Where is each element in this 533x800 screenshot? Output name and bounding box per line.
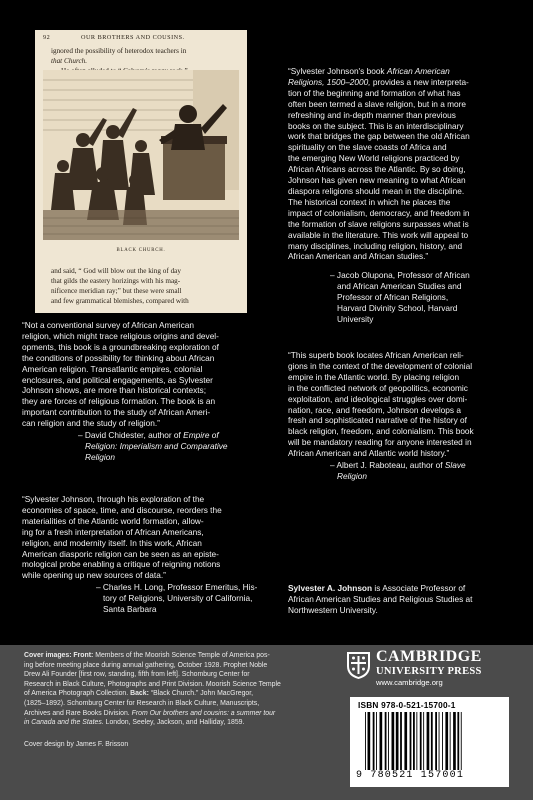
quote-line: economies of space, time, and discourse, reorders the bbox=[22, 504, 222, 515]
quote-text: provides a new interpreta- bbox=[372, 76, 469, 87]
isbn-digits: 9 780521 157001 bbox=[356, 770, 465, 781]
long-quote bbox=[22, 494, 262, 581]
book-page-bottom-text bbox=[51, 266, 239, 306]
quote-line: African American and African studies.” bbox=[288, 251, 429, 262]
book-title: Empire of bbox=[183, 430, 219, 440]
book-page-running-title: OUR BROTHERS AND COUSINS. bbox=[81, 34, 185, 41]
quote-line: spirituality on the slave coasts of Africa and bbox=[288, 142, 447, 153]
attribution-line: – Jacob Olupona, Professor of African bbox=[330, 270, 470, 280]
quote-line: in the conflicted network of geopolitics, economic bbox=[288, 382, 468, 393]
quote-line: tion of the beginning and formation of what has bbox=[288, 87, 461, 98]
quote-line: impact of colonialism, democracy, and freedom in bbox=[288, 207, 470, 218]
credits-source-title: in Canada and the States. bbox=[24, 719, 104, 727]
attribution-line: Professor of African Religions, bbox=[337, 291, 449, 302]
cambridge-shield-icon bbox=[346, 651, 371, 680]
quote-line: enclosures, and political engagements, as Sylvester bbox=[22, 374, 213, 385]
credits-text: “Black Church.” John MacGregor, bbox=[150, 690, 254, 698]
publisher-name: CAMBRIDGE bbox=[376, 648, 482, 665]
quote-line: Johnson has given new meaning to what African bbox=[288, 175, 466, 186]
book-page-line: and said, “ God will blow out the king of day bbox=[51, 267, 181, 275]
quote-line: opments, this book is a groundbreaking exploration of bbox=[22, 341, 219, 352]
quote-line: available in the literature. This work will appeal to bbox=[288, 229, 469, 240]
attribution-line: University bbox=[337, 313, 374, 324]
book-title: Religion: Imperialism and Comparative bbox=[85, 440, 228, 451]
chidester-attribution bbox=[78, 430, 263, 463]
quote-line: religion, and modernity itself. In this work, African bbox=[22, 537, 202, 548]
attribution-name: – Albert J. Raboteau, author of bbox=[330, 460, 443, 470]
publisher-subname: UNIVERSITY PRESS bbox=[376, 666, 482, 677]
credits-label: Back: bbox=[130, 690, 149, 698]
author-name: Sylvester A. Johnson bbox=[288, 583, 373, 593]
quote-line: American diasporic religion can be seen as an episte- bbox=[22, 548, 219, 559]
olupona-quote bbox=[288, 66, 513, 262]
credits-line: of America Photograph Collection. bbox=[24, 690, 129, 698]
credits-line: (1825–1892). Schomburg Center for Research in Black Culture, Manuscripts, bbox=[24, 699, 260, 707]
quote-line: materialities of the Atlantic world formation, allow- bbox=[22, 515, 204, 526]
quote-line: the formation of slave religions surpasses what is bbox=[288, 218, 469, 229]
attribution-line: and African American Studies and bbox=[337, 280, 462, 291]
quote-line: diaspora religions should mean in the discipline. bbox=[288, 185, 465, 196]
book-page-number: 92 bbox=[43, 34, 51, 41]
quote-line: work that bridges the gap between the old African bbox=[288, 131, 470, 142]
attribution-line: – Charles H. Long, Professor Emeritus, His- bbox=[96, 582, 258, 592]
raboteau-attribution bbox=[330, 460, 520, 482]
attribution-line: tory of Religions, University of California, bbox=[103, 592, 253, 603]
book-title: Religion bbox=[85, 451, 115, 462]
quote-line: “This superb book locates African American reli- bbox=[288, 350, 464, 360]
publisher-logo bbox=[376, 649, 482, 688]
quote-line: American religion. Transatlantic empires, colonial bbox=[22, 363, 203, 374]
bio-line: Northwestern University. bbox=[288, 604, 378, 615]
chidester-quote bbox=[22, 320, 262, 429]
credits-line: Research in Black Culture, Photographs and Print Division. Moorish Science Temple bbox=[24, 680, 281, 688]
quote-line: “Sylvester Johnson, through his exploration of the bbox=[22, 494, 205, 504]
quote-line: mological probe enabling a critique of reigning notions bbox=[22, 559, 221, 570]
credits-source-title: From Our brothers and cousins: a summer tour bbox=[131, 709, 276, 717]
quote-line: The historical context in which he places the bbox=[288, 196, 451, 207]
credits-text: Members of the Moorish Science Temple of America pos- bbox=[95, 652, 270, 659]
quote-line: books on the subject. This is an interdisciplinary bbox=[288, 120, 464, 131]
quote-line: ing for a fresh interpretation of African Americans, bbox=[22, 526, 204, 537]
bio-text: is Associate Professor of bbox=[374, 583, 466, 593]
cover-design-credit: Cover design by James F. Brisson bbox=[24, 741, 129, 748]
quote-line: often been termed a slave religion, but in a more bbox=[288, 98, 467, 109]
quote-line: they are forces of religious formation. The book is an bbox=[22, 396, 216, 407]
credits-line: ing before meeting place during annual gathering, October 1928. Prophet Noble bbox=[24, 661, 268, 669]
book-title: Slave bbox=[444, 460, 466, 470]
quote-line: while opening up new sources of data.” bbox=[22, 570, 166, 581]
quote-line: gions in the context of the development of colonial bbox=[288, 360, 473, 371]
olupona-attribution bbox=[330, 270, 520, 325]
quote-text: “Sylvester Johnson's book bbox=[288, 66, 385, 76]
credits-text: London, Seeley, Jackson, and Halliday, 1859. bbox=[105, 719, 245, 727]
isbn-barcode-box bbox=[350, 697, 509, 787]
quote-line: refreshing and in-depth manner than previous bbox=[288, 109, 456, 120]
quote-line: will be mandatory reading for anyone interested in bbox=[288, 437, 472, 448]
bio-line: African American Studies and Religious Studies at bbox=[288, 593, 473, 604]
book-title: Religion bbox=[337, 470, 367, 481]
publisher-url: www.cambridge.org bbox=[376, 678, 443, 687]
book-page-line: and few grammatical blemishes, compared with bbox=[51, 297, 189, 305]
quote-line: important contribution to the study of African Ameri- bbox=[22, 407, 211, 418]
credits-label: Cover images: Front: bbox=[24, 652, 94, 659]
book-page-line: ignored the possibility of heterodox teachers in bbox=[51, 47, 187, 55]
credits-line: Archives and Rare Books Division. bbox=[24, 709, 130, 717]
quote-line: fresh and sophisticated narrative of the history of bbox=[288, 415, 467, 426]
book-title: African American bbox=[386, 66, 450, 76]
quote-line: exploitation, and ideological struggles over domi- bbox=[288, 393, 468, 404]
book-page-illustration bbox=[35, 30, 247, 313]
quote-line: the emerging New World religions practiced by bbox=[288, 153, 460, 164]
quote-line: the conditions of possibility for thinking about African bbox=[22, 352, 215, 363]
raboteau-quote bbox=[288, 350, 513, 459]
cover-credits bbox=[24, 651, 324, 728]
barcode-icon bbox=[364, 712, 504, 770]
quote-line: “Not a conventional survey of African American bbox=[22, 320, 195, 330]
credits-line: Drew Ali Founder [first row, standing, fifth from left]. Schomburg Center for bbox=[24, 671, 250, 679]
book-page-line: nificence meridian ray;” but these were small bbox=[51, 287, 182, 295]
quote-line: many disciplines, including religion, history, and bbox=[288, 240, 463, 251]
black-church-engraving bbox=[43, 70, 239, 240]
quote-line: black religion, freedom, and colonialism. This book bbox=[288, 426, 474, 437]
long-attribution bbox=[96, 582, 271, 615]
quote-line: African American and Atlantic world history.” bbox=[288, 448, 450, 459]
quote-line: nation, race, and freedom, Johnson develops a bbox=[288, 404, 461, 415]
book-page-caption: BLACK CHURCH. bbox=[116, 248, 166, 253]
book-page-line: that Church. bbox=[51, 57, 88, 65]
author-bio bbox=[288, 583, 518, 616]
attribution-line: Harvard Divinity School, Harvard bbox=[337, 302, 458, 313]
quote-line: African Africans across the Atlantic. By so doing, bbox=[288, 164, 466, 175]
isbn-label: ISBN 978-0-521-15700-1 bbox=[358, 700, 456, 710]
book-title: Religions, 1500–2000, bbox=[288, 76, 371, 87]
quote-line: empire in the Atlantic world. By placing religion bbox=[288, 371, 460, 382]
quote-line: religion, which might trace religious origins and devel- bbox=[22, 330, 219, 341]
quote-line: can religion and the study of religion.” bbox=[22, 418, 160, 429]
book-page-line: that gilds the eastery horizings with his mag- bbox=[51, 277, 181, 285]
quote-line: Johnson shows, are more than historical contexts; bbox=[22, 385, 207, 396]
attribution-line: Santa Barbara bbox=[103, 603, 157, 614]
attribution-name: – David Chidester, author of bbox=[78, 430, 181, 440]
